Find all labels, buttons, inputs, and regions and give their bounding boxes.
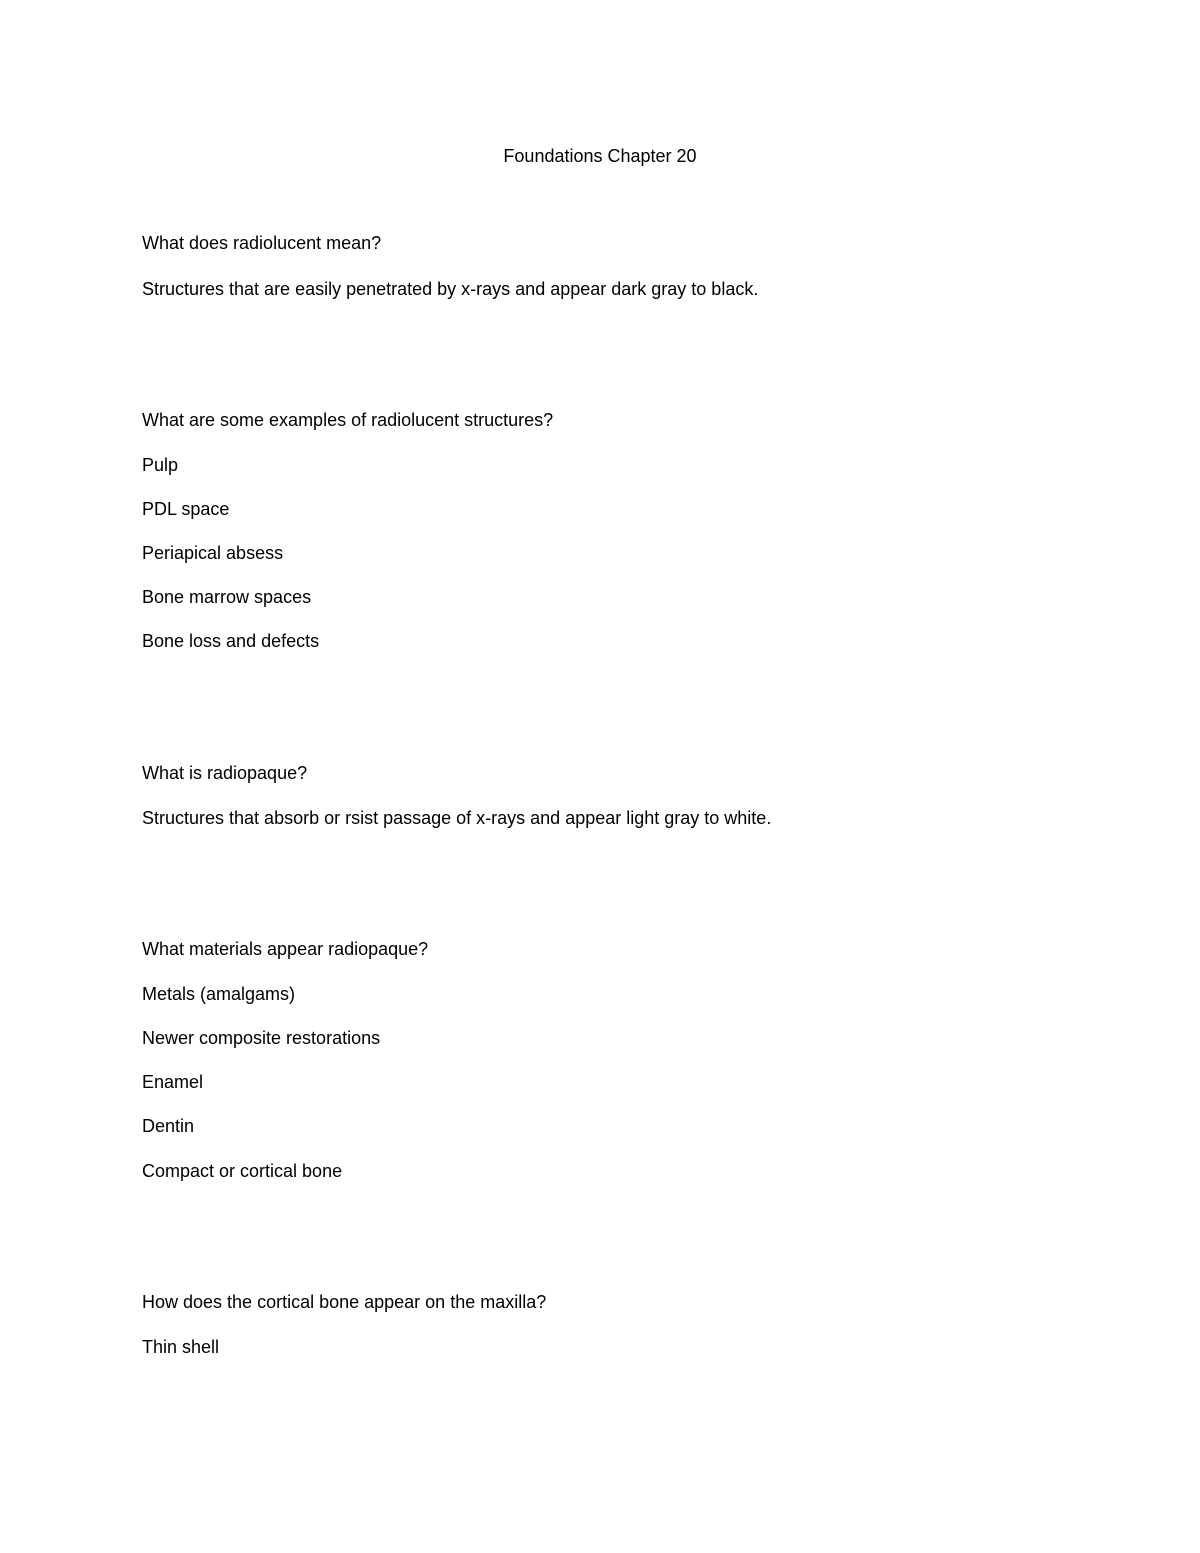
- question-radiolucent-examples: What are some examples of radiolucent structures?: [142, 410, 554, 430]
- answer-line: Pulp: [142, 455, 179, 475]
- question-radiopaque-materials: What materials appear radiopaque?: [142, 939, 429, 959]
- answer-line: PDL space: [142, 499, 230, 519]
- question-cortical-bone-maxilla: How does the cortical bone appear on the maxilla?: [142, 1292, 547, 1312]
- answer-line: Structures that are easily penetrated by x-rays and appear dark gray to black.: [142, 279, 759, 299]
- answer-line: Compact or cortical bone: [142, 1161, 343, 1181]
- answer-line: Structures that absorb or rsist passage of x-rays and appear light gray to white.: [142, 808, 772, 828]
- document-title: Foundations Chapter 20: [503, 146, 697, 166]
- answer-line: Thin shell: [142, 1337, 220, 1357]
- answer-line: Bone loss and defects: [142, 631, 320, 651]
- answer-line: Dentin: [142, 1116, 195, 1136]
- answer-line: Enamel: [142, 1072, 204, 1092]
- answer-line: Periapical absess: [142, 543, 284, 563]
- answer-line: Metals (amalgams): [142, 984, 296, 1004]
- question-radiolucent-meaning: What does radiolucent mean?: [142, 233, 382, 253]
- answer-line: Newer composite restorations: [142, 1028, 381, 1048]
- question-radiopaque: What is radiopaque?: [142, 763, 308, 783]
- answer-line: Bone marrow spaces: [142, 587, 312, 607]
